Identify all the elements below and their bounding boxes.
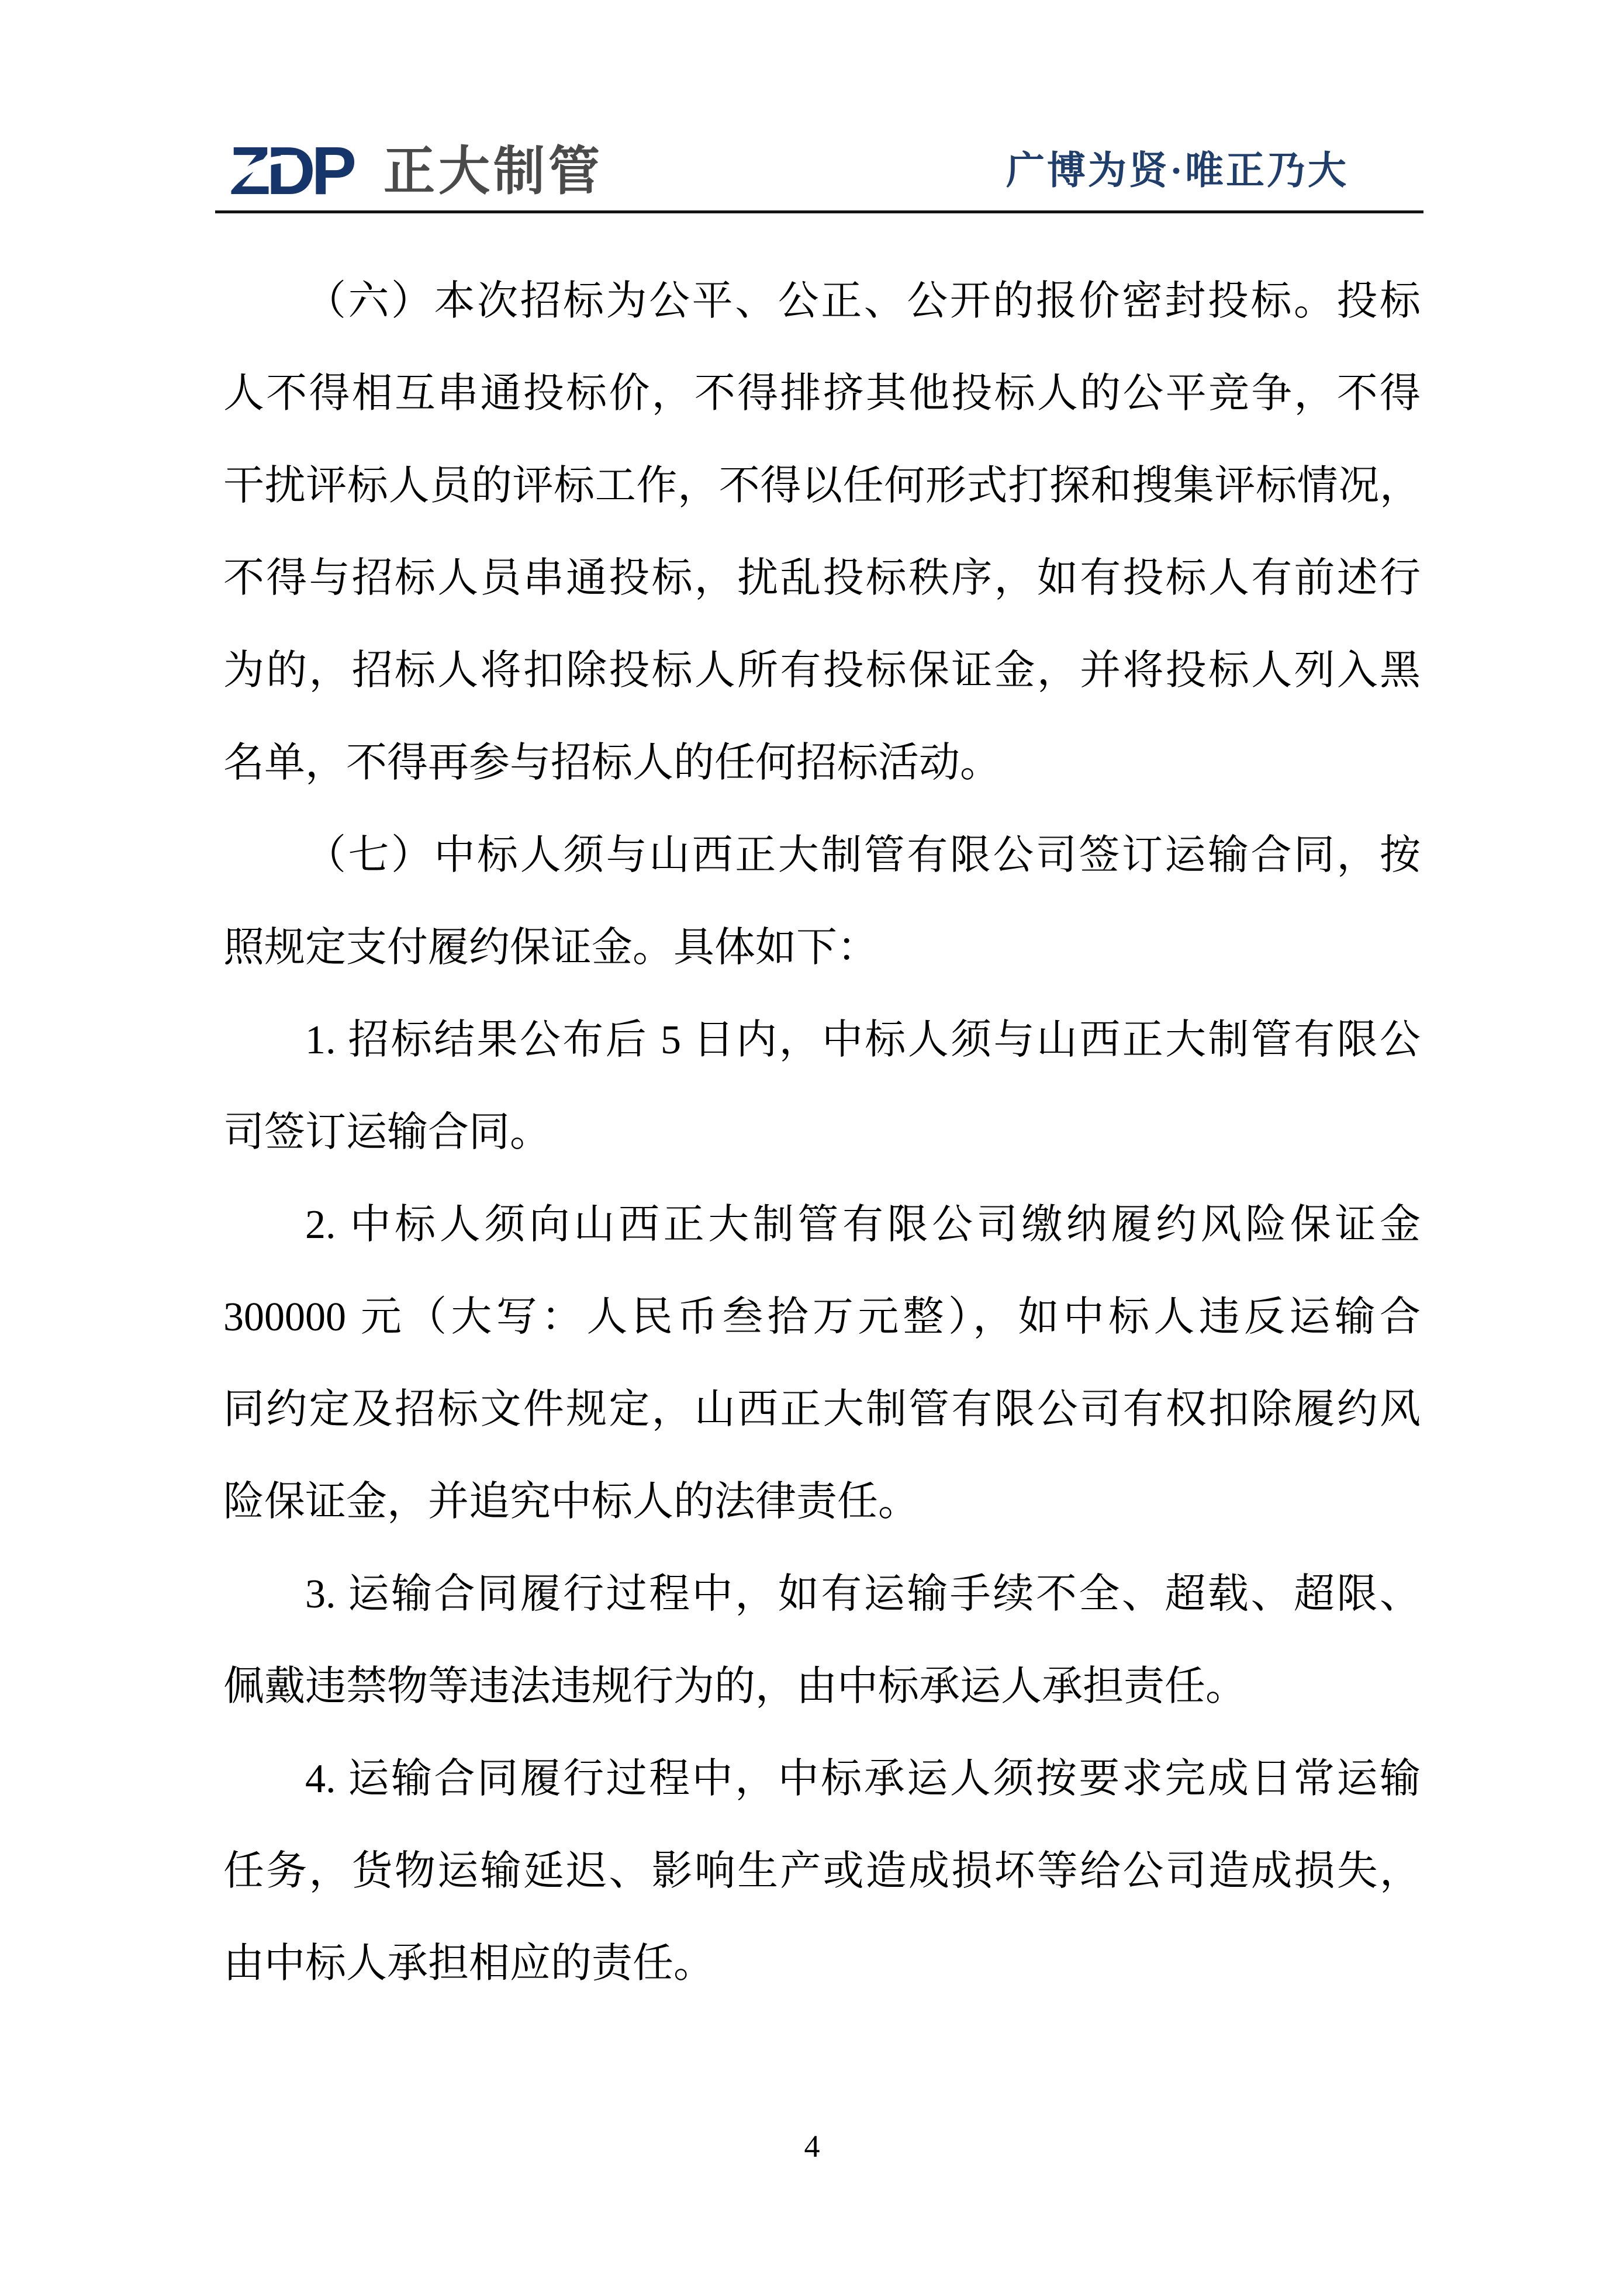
body-line: 为的，招标人将扣除投标人所有投标保证金，并将投标人列入黑 xyxy=(223,648,1421,693)
paragraph xyxy=(223,1548,1421,1733)
body-line: 2. 中标人须向山西正大制管有限公司缴纳履约风险保证金 xyxy=(305,1202,1421,1247)
paragraph xyxy=(223,1179,1421,1548)
body-line: （六）本次招标为公平、公正、公开的报价密封投标。投标 xyxy=(305,279,1421,324)
body-line: 同约定及招标文件规定，山西正大制管有限公司有权扣除履约风 xyxy=(223,1387,1421,1432)
body-line: 司签订运输合同。 xyxy=(223,1110,551,1155)
header-divider xyxy=(215,210,1423,213)
body-line: 佩戴违禁物等违法违规行为的，由中标承运人承担责任。 xyxy=(223,1664,1246,1709)
body-line: 名单，不得再参与招标人的任何招标活动。 xyxy=(223,741,1001,786)
paragraph xyxy=(223,994,1421,1179)
paragraph xyxy=(223,810,1421,994)
page-footer xyxy=(0,2128,1624,2166)
body-line: 人不得相互串通投标价，不得排挤其他投标人的公平竞争，不得 xyxy=(223,371,1421,416)
document-body xyxy=(223,255,1421,2010)
body-line: 1. 招标结果公布后 5 日内，中标人须与山西正大制管有限公 xyxy=(305,1018,1421,1063)
body-line: 干扰评标人员的评标工作，不得以任何形式打探和搜集评标情况， xyxy=(223,464,1421,509)
body-line: 照规定支付履约保证金。具体如下： xyxy=(223,925,878,970)
body-line: 3. 运输合同履行过程中，如有运输手续不全、超载、超限、 xyxy=(305,1572,1421,1617)
body-line: 险保证金，并追究中标人的法律责任。 xyxy=(223,1479,919,1524)
page-header xyxy=(215,132,1423,210)
body-line: 由中标人承担相应的责任。 xyxy=(223,1941,714,1986)
company-slogan: 广博为贤·唯正乃大 xyxy=(1006,149,1349,192)
page-number: 4 xyxy=(804,2129,820,2164)
body-line: （七）中标人须与山西正大制管有限公司签订运输合同，按 xyxy=(305,833,1421,878)
zdp-logo-icon xyxy=(229,136,367,207)
body-line: 不得与招标人员串通投标，扰乱投标秩序，如有投标人有前述行 xyxy=(223,556,1421,601)
paragraph xyxy=(223,1733,1421,2010)
company-logo xyxy=(215,136,603,207)
paragraph xyxy=(223,255,1421,810)
body-line: 300000 元（大写：人民币叁拾万元整），如中标人违反运输合 xyxy=(223,1295,1421,1340)
body-line: 任务，货物运输延迟、影响生产或造成损坏等给公司造成损失， xyxy=(223,1849,1421,1894)
zdp-logo-text: ZDP xyxy=(229,135,353,207)
body-line: 4. 运输合同履行过程中，中标承运人须按要求完成日常运输 xyxy=(305,1756,1421,1801)
logo-company-name: 正大制管 xyxy=(383,141,604,200)
